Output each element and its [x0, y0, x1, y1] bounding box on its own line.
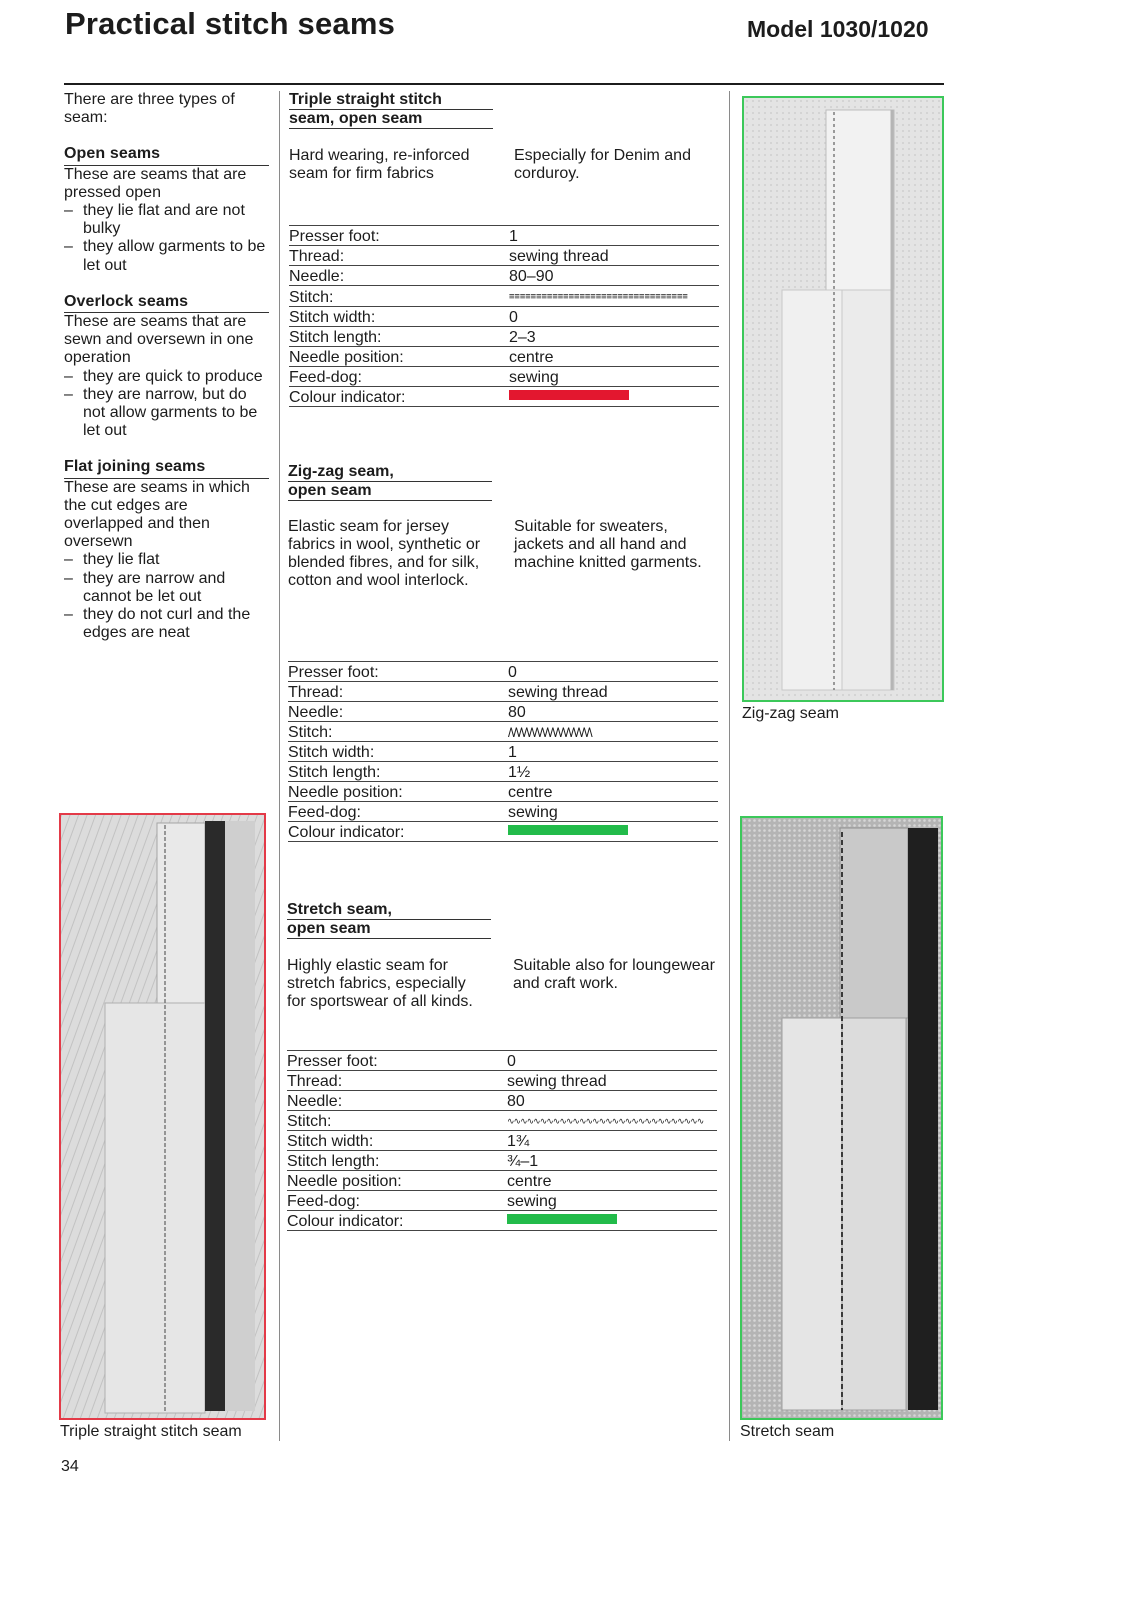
- list-item: – they allow garments to be let out: [64, 238, 269, 274]
- table-row: Presser foot: 0: [287, 1051, 717, 1071]
- seam-type-text: These are seams in which the cut edges are overlapped and then oversewn: [64, 478, 250, 551]
- list-item: – they are narrow and cannot be let out: [64, 570, 269, 606]
- column-divider-right: [729, 91, 730, 1441]
- list-item: – they are narrow, but do not allow garments to be let out: [64, 386, 269, 441]
- seam-title-zigzag: Zig-zag seam, open seam: [288, 463, 492, 501]
- seam-description: Hard wearing, re-inforced seam for firm fabrics: [289, 147, 470, 182]
- seam-type-text: These are seams that are sewn and oversewn in one operation: [64, 313, 254, 367]
- table-row: Feed-dog: sewing: [288, 802, 718, 822]
- column-divider-left: [279, 91, 280, 1441]
- list-item: – they lie flat: [64, 551, 269, 569]
- table-row: Presser foot: 1: [289, 226, 719, 246]
- spec-table-zigzag: [288, 661, 718, 842]
- table-row: Stitch width: 1¾: [287, 1131, 717, 1151]
- table-row: Stitch length: 2–3: [289, 327, 719, 347]
- seam-title-stretch: Stretch seam, open seam: [287, 901, 491, 939]
- triple-seam-image: [61, 815, 264, 1418]
- seam-usage: Especially for Denim and corduroy.: [514, 147, 691, 182]
- stretch-stitch-symbol: ∿∿∿∿∿∿∿∿∿∿∿∿∿∿∿∿∿∿∿∿∿∿∿∿∿∿∿∿∿∿: [507, 1116, 704, 1126]
- zigzag-seam-photo: [742, 96, 944, 702]
- seam-type-title: Flat joining seams: [64, 458, 269, 478]
- photo-caption: Triple straight stitch seam: [60, 1423, 242, 1440]
- table-row: Stitch: /\/\/\/\/\/\/\/\/\/\/\/\/\/\/\/\: [288, 722, 718, 742]
- spec-table-stretch: [287, 1050, 717, 1231]
- table-row: Thread: sewing thread: [288, 682, 718, 702]
- seam-usage: Suitable also for loungewear and craft work.: [513, 957, 715, 992]
- table-row: Stitch length: ¾–1: [287, 1151, 717, 1171]
- colour-indicator-bar: [508, 825, 628, 835]
- table-row: Needle position: centre: [288, 782, 718, 802]
- photo-caption: Stretch seam: [740, 1423, 835, 1440]
- table-row: Thread: sewing thread: [287, 1071, 717, 1091]
- table-row: Feed-dog: sewing: [289, 367, 719, 387]
- seam-description: Elastic seam for jersey fabrics in wool, synthetic or blended fibres, and for silk, cotton and wool interlock.: [288, 518, 481, 589]
- table-row: Needle: 80: [287, 1091, 717, 1111]
- list-item: – they are quick to produce: [64, 368, 269, 386]
- table-row: Stitch length: 1½: [288, 762, 718, 782]
- photo-caption: Zig-zag seam: [742, 705, 839, 722]
- seam-type-title: Overlock seams: [64, 293, 269, 313]
- table-row: Stitch width: 1: [288, 742, 718, 762]
- table-row: Needle: 80–90: [289, 266, 719, 286]
- table-row: Stitch: ∿∿∿∿∿∿∿∿∿∿∿∿∿∿∿∿∿∿∿∿∿∿∿∿∿∿∿∿∿∿: [287, 1111, 717, 1131]
- intro-text: There are three types of seam:: [64, 91, 235, 127]
- page-number: 34: [61, 1458, 79, 1475]
- table-row: Thread: sewing thread: [289, 246, 719, 266]
- seam-description: Highly elastic seam for stretch fabrics, especially for sportswear of all kinds.: [287, 957, 473, 1010]
- table-row: Needle position: centre: [287, 1171, 717, 1191]
- table-row: Stitch width: 0: [289, 307, 719, 327]
- seam-type-points: [64, 551, 269, 642]
- colour-indicator-bar: [507, 1214, 617, 1224]
- seam-types-column: [64, 91, 269, 642]
- zigzag-stitch-symbol: /\/\/\/\/\/\/\/\/\/\/\/\/\/\/\/\: [508, 725, 592, 740]
- spec-table-triple: [289, 225, 719, 407]
- seam-title-triple: Triple straight stitch seam, open seam: [289, 91, 493, 129]
- stretch-seam-photo: [740, 816, 943, 1420]
- table-row: Stitch: ≡≡≡≡≡≡≡≡≡≡≡≡≡≡≡≡≡≡≡≡≡≡≡≡≡≡≡≡≡≡≡≡≡: [289, 286, 719, 307]
- seam-type-points: [64, 202, 269, 275]
- zigzag-seam-image: [744, 98, 942, 700]
- seam-type-text: These are seams that are pressed open: [64, 165, 247, 201]
- table-row: Colour indicator:: [287, 1211, 717, 1231]
- table-row: Needle: 80: [288, 702, 718, 722]
- page-title: Practical stitch seams: [65, 6, 396, 41]
- header-rule: [64, 83, 944, 85]
- seam-usage: Suitable for sweaters, jackets and all hand and machine knitted garments.: [514, 518, 702, 571]
- list-item: – they do not curl and the edges are neat: [64, 606, 269, 642]
- stretch-seam-image: [742, 818, 941, 1418]
- colour-indicator-bar: [509, 390, 629, 400]
- model-label: Model 1030/1020: [747, 16, 929, 42]
- seam-type-title: Open seams: [64, 145, 269, 165]
- table-row: Colour indicator:: [289, 387, 719, 407]
- seam-type-points: [64, 368, 269, 441]
- table-row: Colour indicator:: [288, 822, 718, 842]
- table-row: Presser foot: 0: [288, 662, 718, 682]
- list-item: – they lie flat and are not bulky: [64, 202, 269, 238]
- table-row: Feed-dog: sewing: [287, 1191, 717, 1211]
- triple-seam-photo: [59, 813, 266, 1420]
- table-row: Needle position: centre: [289, 347, 719, 367]
- triple-stitch-symbol: ≡≡≡≡≡≡≡≡≡≡≡≡≡≡≡≡≡≡≡≡≡≡≡≡≡≡≡≡≡≡≡≡≡: [509, 292, 688, 302]
